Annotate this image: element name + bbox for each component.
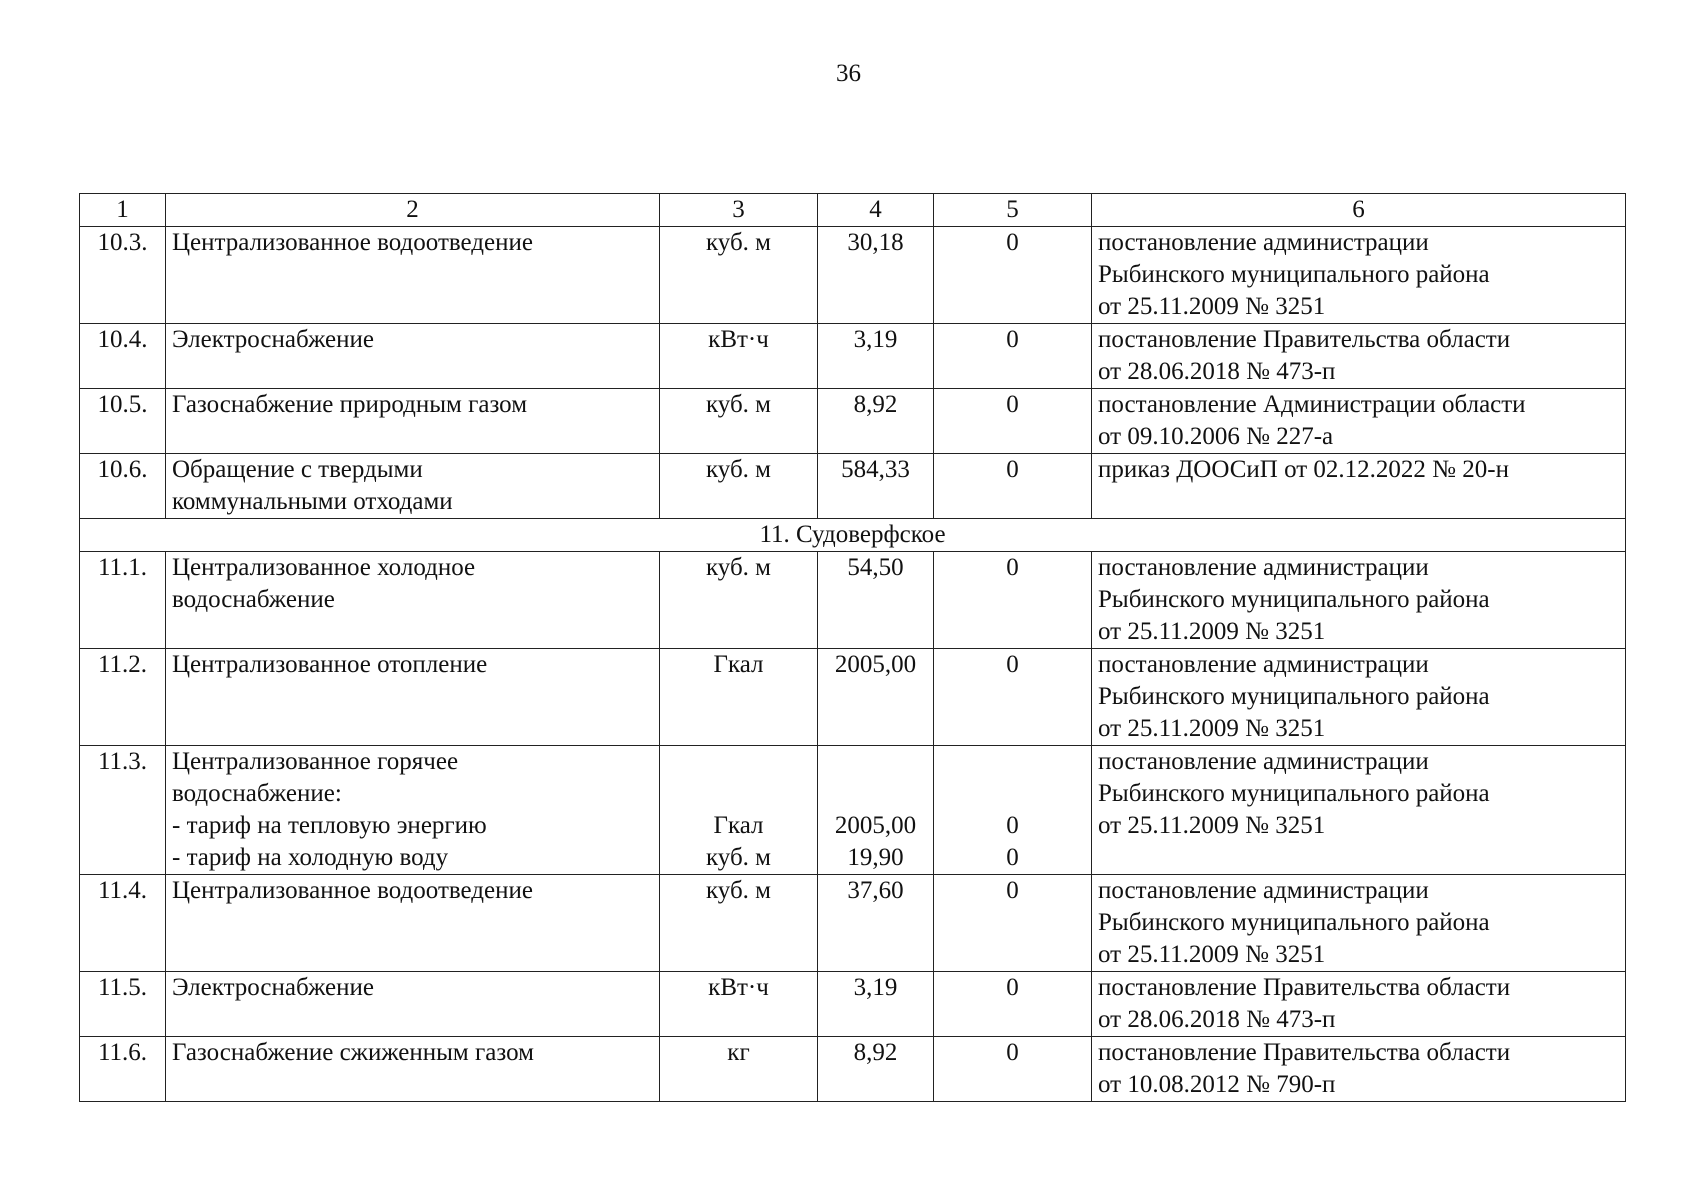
- service-line: Электроснабжение: [172, 326, 374, 353]
- service-line: водоснабжение: [172, 586, 335, 613]
- column-5-value: 0: [934, 552, 1092, 649]
- column-5-value: 0: [934, 649, 1092, 746]
- service-name: [166, 552, 660, 649]
- page-number: 36: [836, 60, 861, 87]
- basis-line: постановление администрации: [1098, 651, 1429, 678]
- legal-basis: [1092, 649, 1626, 746]
- basis-line: постановление Правительства области: [1098, 326, 1511, 353]
- basis-line: Рыбинского муниципального района: [1098, 780, 1490, 807]
- service-name: [166, 649, 660, 746]
- service-name: [166, 746, 660, 875]
- section-title: 11. Судоверфское: [80, 519, 1626, 552]
- service-line: Газоснабжение сжиженным газом: [172, 1039, 534, 1066]
- legal-basis: [1092, 1037, 1626, 1102]
- basis-line: постановление администрации: [1098, 229, 1429, 256]
- table-row: [80, 746, 1626, 875]
- table-row: [80, 1037, 1626, 1102]
- legal-basis: [1092, 972, 1626, 1037]
- column-header: 4: [818, 194, 934, 227]
- row-number: 11.2.: [80, 649, 166, 746]
- service-line: Газоснабжение природным газом: [172, 391, 528, 418]
- tariff-value: 584,33: [818, 454, 934, 519]
- basis-line: Рыбинского муниципального района: [1098, 261, 1490, 288]
- table-row: [80, 324, 1626, 389]
- column-5-value: 0: [934, 454, 1092, 519]
- column-header: 3: [660, 194, 818, 227]
- service-line: Электроснабжение: [172, 974, 374, 1001]
- unit: куб. м: [660, 227, 818, 324]
- tariff-value: 8,92: [818, 389, 934, 454]
- column-5-value: 0: [934, 389, 1092, 454]
- row-number: 10.6.: [80, 454, 166, 519]
- service-line: Централизованное горячее: [172, 748, 459, 775]
- legal-basis: [1092, 875, 1626, 972]
- table-row: [80, 227, 1626, 324]
- unit: куб. м: [660, 389, 818, 454]
- tariff-value: 3,19: [818, 324, 934, 389]
- basis-line: от 25.11.2009 № 3251: [1098, 715, 1326, 742]
- basis-line: от 25.11.2009 № 3251: [1098, 618, 1326, 645]
- header-row: [80, 194, 1626, 227]
- unit: Гкал: [660, 649, 818, 746]
- unit: куб. м: [660, 552, 818, 649]
- tariff-value: 30,18: [818, 227, 934, 324]
- service-name: [166, 389, 660, 454]
- table-row: [80, 552, 1626, 649]
- basis-line: постановление администрации: [1098, 554, 1429, 581]
- col5-line: 0: [1006, 812, 1019, 839]
- row-number: 11.4.: [80, 875, 166, 972]
- basis-line: постановление администрации: [1098, 748, 1429, 775]
- legal-basis: [1092, 552, 1626, 649]
- basis-line: от 28.06.2018 № 473-п: [1098, 1006, 1336, 1033]
- row-number: 10.3.: [80, 227, 166, 324]
- value-line: 19,90: [847, 844, 904, 871]
- row-number: 10.5.: [80, 389, 166, 454]
- basis-line: Рыбинского муниципального района: [1098, 586, 1490, 613]
- legal-basis: [1092, 389, 1626, 454]
- table-row: [80, 875, 1626, 972]
- tariff-value: 37,60: [818, 875, 934, 972]
- row-number: 10.4.: [80, 324, 166, 389]
- service-line: Обращение с твердыми: [172, 456, 423, 483]
- unit-line: куб. м: [705, 844, 771, 871]
- service-line: - тариф на холодную воду: [172, 844, 449, 871]
- unit-line: Гкал: [713, 812, 764, 839]
- service-name: [166, 454, 660, 519]
- unit: [660, 746, 818, 875]
- service-line: коммунальными отходами: [172, 488, 453, 515]
- service-name: [166, 1037, 660, 1102]
- table-row: [80, 649, 1626, 746]
- column-5-value: 0: [934, 972, 1092, 1037]
- unit: кВт·ч: [660, 972, 818, 1037]
- column-header: 2: [166, 194, 660, 227]
- legal-basis: [1092, 227, 1626, 324]
- basis-line: постановление администрации: [1098, 877, 1429, 904]
- column-header: 6: [1092, 194, 1626, 227]
- section-row: [80, 519, 1626, 552]
- column-header: 5: [934, 194, 1092, 227]
- basis-line: от 25.11.2009 № 3251: [1098, 941, 1326, 968]
- service-line: Централизованное холодное: [172, 554, 476, 581]
- row-number: 11.1.: [80, 552, 166, 649]
- tariff-table: [79, 193, 1626, 1102]
- basis-line: Рыбинского муниципального района: [1098, 909, 1490, 936]
- table-row: [80, 454, 1626, 519]
- tariff-value: [818, 746, 934, 875]
- basis-line: постановление Правительства области: [1098, 974, 1511, 1001]
- legal-basis: [1092, 324, 1626, 389]
- basis-line: от 25.11.2009 № 3251: [1098, 812, 1326, 839]
- row-number: 11.6.: [80, 1037, 166, 1102]
- column-5-value: 0: [934, 1037, 1092, 1102]
- legal-basis: [1092, 454, 1626, 519]
- basis-line: от 25.11.2009 № 3251: [1098, 293, 1326, 320]
- table-row: [80, 389, 1626, 454]
- tariff-value: 8,92: [818, 1037, 934, 1102]
- value-line: 2005,00: [834, 812, 917, 839]
- row-number: 11.5.: [80, 972, 166, 1037]
- tariff-value: 2005,00: [818, 649, 934, 746]
- service-line: Централизованное водоотведение: [172, 877, 533, 904]
- unit: куб. м: [660, 875, 818, 972]
- service-name: [166, 875, 660, 972]
- service-name: [166, 324, 660, 389]
- service-name: [166, 972, 660, 1037]
- row-number: 11.3.: [80, 746, 166, 875]
- basis-line: постановление Администрации области: [1098, 391, 1526, 418]
- col5-line: 0: [1006, 844, 1019, 871]
- basis-line: постановление Правительства области: [1098, 1039, 1511, 1066]
- table-row: [80, 972, 1626, 1037]
- basis-line: приказ ДООСиП от 02.12.2022 № 20-н: [1098, 456, 1509, 483]
- basis-line: от 28.06.2018 № 473-п: [1098, 358, 1336, 385]
- service-line: водоснабжение:: [172, 780, 342, 807]
- column-5-value: 0: [934, 324, 1092, 389]
- column-5-value: 0: [934, 227, 1092, 324]
- unit: кг: [660, 1037, 818, 1102]
- tariff-value: 54,50: [818, 552, 934, 649]
- unit: кВт·ч: [660, 324, 818, 389]
- service-line: Централизованное водоотведение: [172, 229, 533, 256]
- tariff-value: 3,19: [818, 972, 934, 1037]
- service-name: [166, 227, 660, 324]
- unit: куб. м: [660, 454, 818, 519]
- column-5-value: [934, 746, 1092, 875]
- basis-line: от 10.08.2012 № 790-п: [1098, 1071, 1336, 1098]
- service-line: Централизованное отопление: [172, 651, 488, 678]
- basis-line: от 09.10.2006 № 227-а: [1098, 423, 1334, 450]
- legal-basis: [1092, 746, 1626, 875]
- service-line: - тариф на тепловую энергию: [172, 812, 487, 839]
- basis-line: Рыбинского муниципального района: [1098, 683, 1490, 710]
- column-header: 1: [80, 194, 166, 227]
- column-5-value: 0: [934, 875, 1092, 972]
